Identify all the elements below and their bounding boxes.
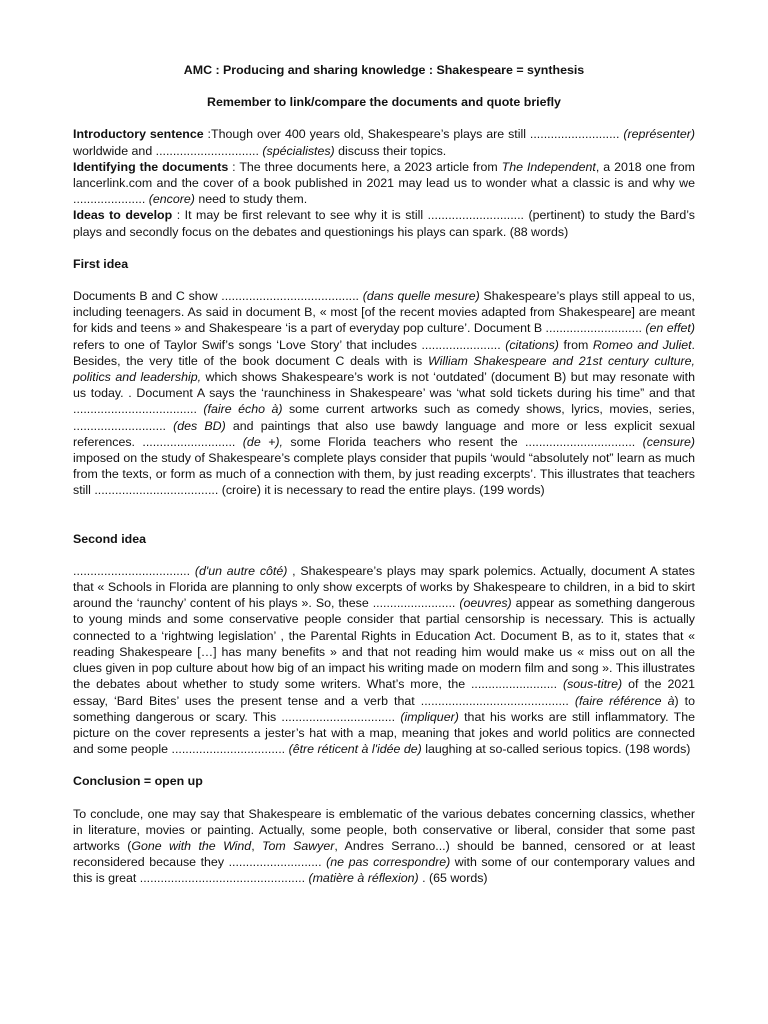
- body-text: and paintings that also use bawdy language and more or less explicit sexual references. ...........................: [73, 418, 695, 449]
- body-text: appear as something dangerous to young minds and some conservative people consider that partial censorship is necessary. This is actually connected to a ‘rightwing legislation’ , the Parental Rights in Education Act. Document B, as to it, states that « reading Shakespeare […] has many benefits » and that not reading him would make us « miss out on all the clues given in pop culture about how big of an impact his writing made on modern film and song ». This illustrates the debates about whether to study some writers. What’s more, the .........................: [73, 596, 695, 692]
- hint-text: (dans quelle mesure): [362, 289, 480, 304]
- conclusion-paragraph: [73, 806, 695, 887]
- body-text: . Besides, the very title of the book document C deals with is: [73, 337, 695, 368]
- body-text: laughing at so-called serious topics. (198 words): [421, 742, 691, 757]
- intro-sentence-hint: (spécialistes): [262, 143, 335, 158]
- intro-sentence-hint: (représenter): [623, 127, 695, 142]
- body-text: ,: [251, 838, 263, 853]
- hint-text: (citations): [505, 337, 559, 352]
- hint-text: (faire écho à): [203, 402, 283, 417]
- body-text: refers to one of Taylor Swif’s songs ‘Love Story’ that includes .......................: [73, 337, 506, 352]
- hint-text: (oeuvres): [459, 596, 512, 611]
- hint-text: (censure): [642, 434, 695, 449]
- intro-paragraph: [73, 126, 695, 239]
- first-idea-heading: First idea: [73, 256, 129, 271]
- body-text: some Florida teachers who resent the ................................: [282, 434, 643, 449]
- hint-text: Romeo and Juliet: [592, 337, 692, 352]
- intro-docs-source: The Independent: [501, 159, 596, 174]
- body-text: ) to something dangerous or scary. This .................................: [73, 693, 695, 724]
- body-text: some current artworks such as comedy shows, lyrics, movies, series, ...........................: [73, 402, 696, 433]
- hint-text: (être réticent à l'idée de): [288, 742, 422, 757]
- body-text: . (65 words): [418, 871, 488, 886]
- body-text: from: [558, 337, 593, 352]
- body-text: Shakespeare’s plays still appeal to us, including teenagers. As said in document B, « most [of the recent movies adapted from Shakespeare] are meant for kids and teens » and Shakespeare ‘is a part of everyday pop culture’. Document B ............................: [73, 289, 695, 336]
- body-text: ..................................: [73, 563, 195, 578]
- intro-docs-text: need to study them.: [194, 192, 308, 207]
- hint-text: (impliquer): [400, 709, 459, 724]
- intro-ideas-text: : It may be first relevant to see why it is still ............................ (pertinent) to study the Bard’s plays and secondly focus on the debates and questionings his plays can spark. (88 words): [73, 208, 696, 239]
- intro-docs-text: , a 2018 one from lancerlink.com and the cover of a book published in 2021 may lead us to wonder what a classic is and why we .....................: [73, 159, 696, 207]
- first-idea-paragraph: [73, 288, 695, 499]
- hint-text: (ne pas correspondre): [326, 855, 451, 870]
- hint-text: William Shakespeare and 21st century culture, politics and leadership,: [73, 353, 695, 385]
- body-text: with some of our contemporary values and this is great ................................................: [73, 855, 695, 886]
- page-subtitle: Remember to link/compare the documents and quote briefly: [207, 95, 561, 110]
- intro-sentence-text: :Though over 400 years old, Shakespeare’s plays are still ..........................: [203, 127, 624, 142]
- worksheet-page: [73, 62, 695, 887]
- second-idea-paragraph: [73, 563, 695, 757]
- hint-text: Gone with the Wind: [131, 838, 252, 853]
- hint-text: Tom Sawyer: [262, 838, 335, 853]
- hint-text: (de +),: [242, 434, 283, 449]
- hint-text: (faire référence à: [574, 693, 675, 708]
- second-idea-heading: Second idea: [73, 531, 146, 546]
- body-text: To conclude, one may say that Shakespeare is emblematic of the various debates concerning classics, whether in literature, movies or painting. Actually, some people, both conservative or liberal, consider that some past artworks (: [73, 806, 695, 853]
- body-text: of the 2021 essay, ‘Bard Bites’ uses the present tense and a verb that ...........................................: [73, 677, 696, 708]
- intro-ideas-label: Ideas to develop: [73, 208, 173, 223]
- intro-sentence-label: Introductory sentence: [73, 127, 204, 142]
- hint-text: (d'un autre côté): [194, 563, 288, 578]
- intro-sentence-text: discuss their topics.: [334, 143, 447, 158]
- intro-sentence-text: worldwide and ..............................: [73, 143, 263, 158]
- page-title: AMC : Producing and sharing knowledge : Shakespeare = synthesis: [183, 63, 585, 77]
- hint-text: (matière à réflexion): [308, 871, 419, 886]
- intro-docs-label: Identifying the documents: [73, 159, 229, 174]
- body-text: imposed on the study of Shakespeare’s complete plays consider that pupils ‘would “absolutely not” learn as much from the texts, or form as much of a connection with them, by just reading excerpts’. This illustrates that teachers still .................................... (croire) it is necessary to read the entire plays. (199 words): [73, 451, 695, 498]
- body-text: Documents B and C show ........................................: [73, 289, 363, 304]
- intro-docs-text: : The three documents here, a 2023 article from: [228, 159, 502, 174]
- hint-text: (des BD): [173, 418, 226, 433]
- body-text: which shows Shakespeare’s work is not ‘outdated’ (document B) but may resonate with us today. . Document A says the ‘raunchiness in Shakespeare’ was ‘what sold tickets during his time” and that ....................................: [73, 370, 695, 417]
- hint-text: (sous-titre): [562, 677, 623, 692]
- intro-docs-hint: (encore): [148, 192, 195, 207]
- hint-text: (en effet): [645, 321, 695, 336]
- body-text: , Andres Serrano...) should be banned, censored or at least reconsidered because they ...........................: [73, 838, 696, 870]
- body-text: , Shakespeare’s plays may spark polemics. Actually, document A states that « Schools in Florida are planning to only show excerpts of works by Shakespeare to children, in a bid to skirt around the ‘raunchy’ content of his plays ». So, these ........................: [73, 563, 695, 611]
- conclusion-heading: Conclusion = open up: [73, 774, 203, 789]
- body-text: that his works are still inflammatory. The picture on the cover represents a jester’s hat with a map, meaning that jokes and world politics are connected and some people .................................: [73, 709, 695, 757]
